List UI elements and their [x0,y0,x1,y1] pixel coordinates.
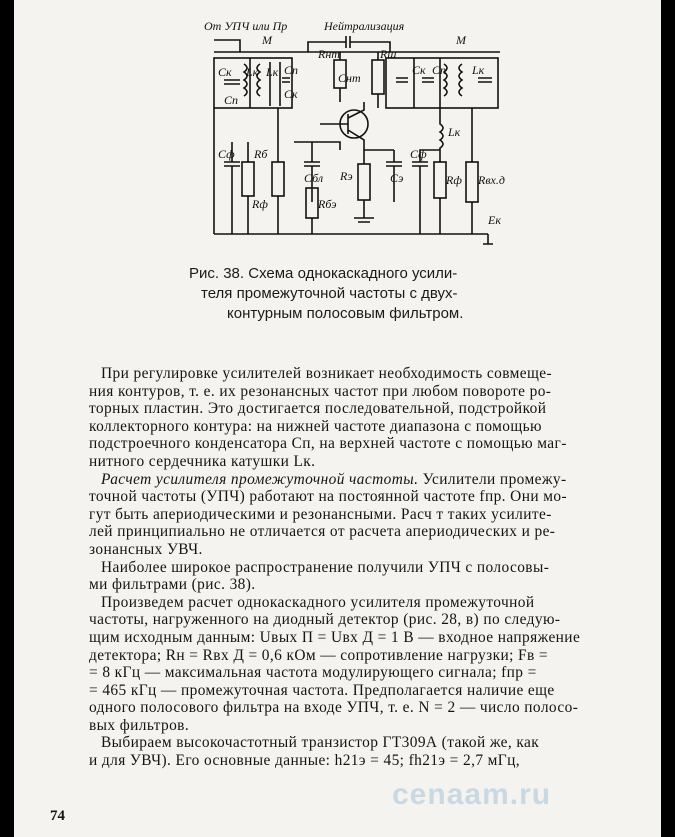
section-heading: Расчет усилителя промежуточной частоты. [101,470,419,488]
label-lk3: Lк [472,63,485,77]
label-cp2: Сп [284,63,299,77]
text-line: ми фильтрами (рис. 38). [89,576,256,594]
label-m1: М [262,33,272,47]
body-text [89,365,642,770]
circuit-schematic [200,12,520,252]
label-cp1: Сп [224,93,239,107]
label-cbl: Сбл [304,171,324,185]
figure-caption [189,264,529,324]
text-line: одного полосового фильтра на входе УПЧ, т. е. N = 2 — число полосо- [89,699,579,717]
paragraph-alignment [89,365,642,471]
book-page [14,0,661,837]
text-line: частоты, нагруженного на диодный детектор (рис. 28, в) по следую- [89,611,561,629]
label-cnt: Снт [338,71,361,85]
paragraph-transistor [89,734,642,769]
text-line: вых фильтров. [89,716,190,734]
label-ce: Сэ [390,171,404,185]
text-line: детектора; Rн = Rвх Д = 0,6 кОм — сопротивление нагрузки; Fв = [89,646,548,664]
caption-line: теля промежуточной частоты с двух- [201,285,458,302]
text-line: и для УВЧ). Его основные данные: h21э = 45; fh21э = 2,7 мГц, [89,752,520,770]
label-cf1: Сф [218,147,235,161]
text-line: Произведем расчет однокаскадного усилителя промежуточной [101,593,535,611]
label-cp3: Сп [432,63,447,77]
label-ck2: Ск [284,87,298,101]
label-lk1: Lк [246,65,259,79]
text-line: торных пластин. Это достигается последовательной, подстройкой [89,400,547,418]
text-line: ния контуров, т. е. их резонансных частот при любом повороте ро- [89,382,552,400]
text-line: Выбираем высокочастотный транзистор ГТ309А (такой же, как [101,734,540,752]
text-line: При регулировке усилителей возникает необходимость совмеще- [101,365,553,382]
text-line: = 465 кГц — промежуточная частота. Предполагается наличие еще [89,681,555,699]
text-line: коллекторного контура: на нижней частоте диапазона с помощью [89,417,542,435]
label-rb: Rб [254,147,268,161]
label-cf2: Сф [410,147,427,161]
label-rnt: Rнт [318,47,340,61]
text-fragment: Усилители промежу- [418,470,567,488]
text-line: нитного сердечника катушки Lк. [89,452,316,470]
text-line: зонансных УВЧ. [89,540,203,558]
text-line: точной частоты (УПЧ) работают на постоянной частоте fпр. Они мо- [89,488,567,506]
caption-line: Рис. 38. Схема однокаскадного усили- [189,265,458,282]
label-ck3: Ск [412,63,426,77]
page-number: 74 [50,808,65,824]
label-neutralization: Нейтрализация [324,19,405,33]
text-line [89,471,642,489]
text-line: подстроечного конденсатора Сп, на верхней частоте с помощью маг- [89,435,567,453]
label-re: Rэ [340,169,353,183]
text-line: щим исходным данным: Uвых П = Uвх Д = 1 В — входное напряжение [89,628,581,646]
label-rbe: Rбэ [318,197,337,211]
text-line: = 8 кГц — максимальная частота модулирующего сигнала; fпр = [89,664,537,682]
label-rf2: Rф [446,173,462,187]
label-rsh: Rш [380,47,397,61]
text-line: лей принципиально не отличается от расчета апериодических и ре- [89,523,556,541]
text-line: Наиболее широкое распространение получили УПЧ с полосовы- [101,558,550,576]
text-line: гут быть апериодическими и резонансными. Расч т таких усилите- [89,505,552,523]
label-m2: М [456,33,466,47]
paragraph-calculation [89,594,642,735]
label-input: От УПЧ или Пр [204,19,288,33]
paragraph-ipf-calculation [89,471,642,559]
caption-line: контурным полосовым фильтром. [227,305,464,322]
label-rf1: Rф [252,197,268,211]
label-ck1: Ск [218,65,232,79]
label-lk2: Lк [266,65,279,79]
label-lk4: Lк [448,125,461,139]
label-rvxd: Rвх.д [478,173,505,187]
label-ek: Eк [488,213,501,227]
paragraph-bandpass [89,559,642,594]
watermark: cenaam.ru [392,778,552,811]
